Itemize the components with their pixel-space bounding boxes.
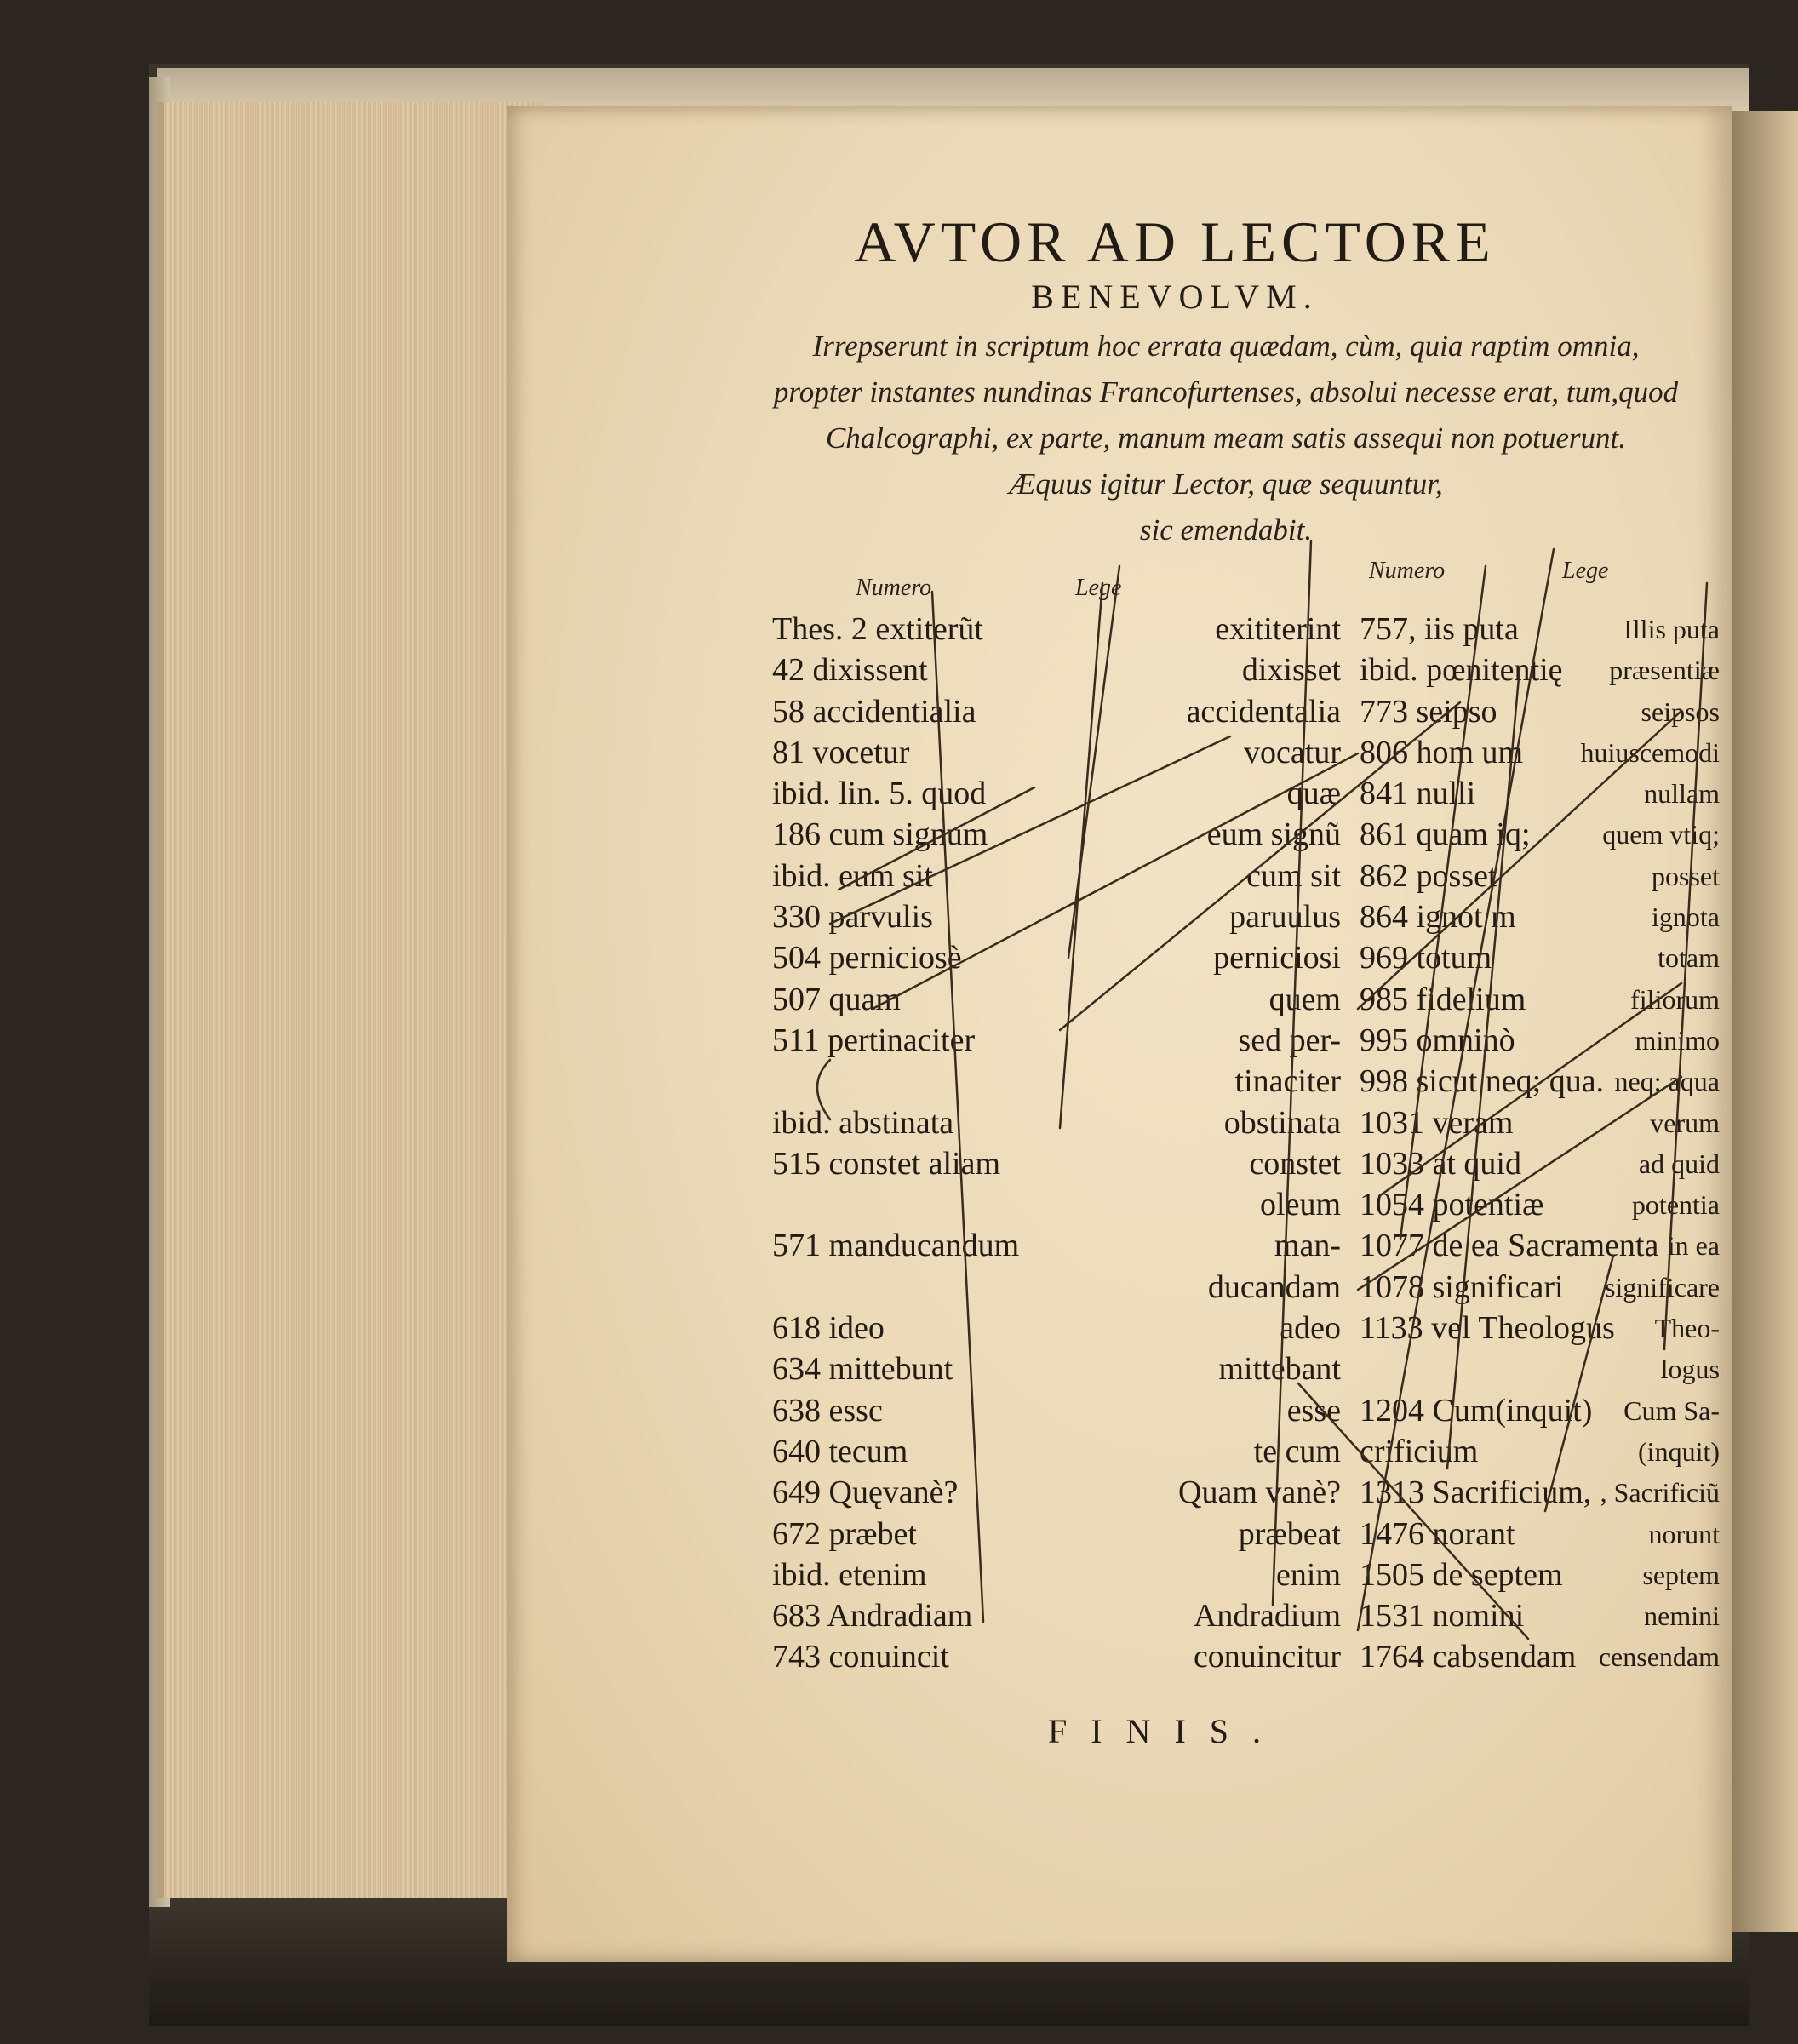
errata-entry: 995 omninò bbox=[1360, 1022, 1515, 1058]
errata-entry: Theo- bbox=[1654, 1313, 1720, 1344]
errata-entry: 58 accidentialia bbox=[772, 693, 976, 730]
errata-entry: neq; aqua bbox=[1614, 1066, 1720, 1097]
errata-entry: seipsos bbox=[1641, 696, 1720, 727]
errata-entry: posset bbox=[1652, 860, 1720, 891]
errata-entry: 1531 nomini bbox=[1360, 1598, 1525, 1635]
errata-entry: paruulus bbox=[1229, 899, 1341, 936]
errata-entry: ibid. abstinata bbox=[772, 1104, 954, 1141]
errata-entry: verum bbox=[1650, 1107, 1720, 1138]
errata-entry: eum signũ bbox=[1206, 816, 1341, 853]
errata-entry: ibid. eum sit bbox=[772, 857, 933, 894]
errata-entry: Quam vanè? bbox=[1178, 1474, 1341, 1511]
preface-line: Irrepserunt in scriptum hoc errata quædam, cùm, quia raptim omnia, bbox=[812, 329, 1640, 363]
errata-entry: 806 hom um bbox=[1360, 734, 1524, 770]
header-lege-left: Lege bbox=[1075, 575, 1122, 601]
errata-entry: 515 constet aliam bbox=[772, 1145, 1001, 1182]
errata-entry: 186 cum signum bbox=[772, 816, 988, 853]
errata-entry: totam bbox=[1658, 942, 1720, 974]
errata-entry: huiuscemodi bbox=[1580, 736, 1720, 768]
errata-entry: constet bbox=[1249, 1145, 1341, 1182]
header-numero-left: Numero bbox=[856, 575, 932, 601]
errata-entry: dixisset bbox=[1241, 652, 1341, 689]
errata-entry: 683 Andradiam bbox=[772, 1598, 973, 1635]
errata-entry: exititerint bbox=[1215, 611, 1341, 647]
preface-line: propter instantes nundinas Francofurtenses, absolui necesse erat, tum,quod bbox=[773, 375, 1679, 409]
errata-entry: crificium bbox=[1360, 1433, 1479, 1469]
errata-entry: logus bbox=[1660, 1354, 1720, 1385]
errata-entry: 511 pertinaciter bbox=[772, 1022, 976, 1058]
errata-entry: minimo bbox=[1635, 1024, 1720, 1056]
errata-entry: 864 ignot m bbox=[1360, 899, 1516, 936]
errata-entry: 1133 vel Theologus bbox=[1360, 1310, 1615, 1347]
errata-entry bbox=[772, 1061, 1019, 1102]
errata-entry: 862 posset bbox=[1360, 857, 1497, 894]
errata-entry: filiorum bbox=[1630, 983, 1720, 1015]
errata-entry: (inquit) bbox=[1638, 1435, 1720, 1467]
errata-entry: 1313 Sacrificium, bbox=[1360, 1474, 1592, 1511]
errata-entry: ducandam bbox=[1207, 1268, 1341, 1305]
errata-entry: 985 fidelium bbox=[1360, 981, 1526, 1017]
errata-entry: 42 dixissent bbox=[772, 652, 928, 689]
errata-entry: censendam bbox=[1598, 1641, 1720, 1673]
errata-entry: ibid. lin. 5. quod bbox=[772, 776, 987, 812]
errata-entry: 504 perniciosè bbox=[772, 940, 962, 976]
header-lege-right: Lege bbox=[1562, 558, 1609, 584]
errata-entry: præsentiæ bbox=[1609, 655, 1720, 686]
errata-entry: 571 manducandum bbox=[772, 1228, 1020, 1264]
errata-entry: tinaciter bbox=[1234, 1063, 1341, 1100]
adjacent-page-edge bbox=[1728, 111, 1798, 1932]
errata-entry: adeo bbox=[1280, 1310, 1341, 1347]
errata-entry: ignota bbox=[1652, 902, 1720, 933]
errata-entry: 640 tecum bbox=[772, 1433, 908, 1469]
errata-entry: enim bbox=[1276, 1556, 1341, 1593]
errata-entry: 1077 de ea Sacramenta bbox=[1360, 1228, 1659, 1264]
errata-entry: 638 essc bbox=[772, 1392, 883, 1429]
errata-entry: potentia bbox=[1631, 1189, 1720, 1221]
errata-entry: 507 quam bbox=[772, 981, 901, 1017]
errata-entry: , Sacrificiũ bbox=[1600, 1477, 1720, 1509]
errata-entry: 1078 significari bbox=[1360, 1268, 1564, 1305]
errata-entry: 1505 de septem bbox=[1360, 1556, 1563, 1593]
page-subtitle: BENEVOLVM. bbox=[1031, 278, 1319, 316]
errata-entry: sed per- bbox=[1238, 1022, 1341, 1058]
errata-entry: Illis puta bbox=[1623, 614, 1720, 644]
errata-entry: 1764 cabsendam bbox=[1360, 1639, 1577, 1675]
preface-paragraph bbox=[749, 323, 1703, 553]
errata-entry bbox=[772, 1184, 1019, 1225]
page-title: AVTOR AD LECTORE bbox=[854, 209, 1496, 274]
errata-entry: cum sit bbox=[1246, 857, 1341, 894]
preface-line: Chalcographi, ex parte, manum meam satis assequi non potuerunt. bbox=[825, 421, 1627, 455]
errata-entry bbox=[772, 1267, 1019, 1308]
errata-entry: Cum Sa- bbox=[1623, 1394, 1720, 1426]
errata-entry: 1031 veram bbox=[1360, 1104, 1514, 1141]
header-numero-right: Numero bbox=[1369, 558, 1446, 584]
errata-numero-left-column bbox=[772, 609, 1019, 1678]
errata-entry: nullam bbox=[1644, 778, 1720, 810]
errata-entry: nemini bbox=[1644, 1600, 1720, 1632]
errata-entry: ibid. etenim bbox=[772, 1556, 927, 1593]
errata-entry: 1054 potentiæ bbox=[1360, 1187, 1544, 1223]
errata-entry: esse bbox=[1286, 1392, 1341, 1429]
errata-entry: præbeat bbox=[1238, 1515, 1341, 1552]
errata-entry: quæ bbox=[1286, 776, 1341, 812]
errata-entry: ibid. pœnitentię bbox=[1360, 652, 1563, 689]
errata-entry: 841 nulli bbox=[1360, 776, 1476, 812]
errata-entry: 634 mittebunt bbox=[772, 1351, 953, 1388]
errata-entry: perniciosi bbox=[1213, 940, 1341, 976]
errata-entry: 1476 norant bbox=[1360, 1515, 1515, 1552]
finis-footer: FINIS. bbox=[1047, 1712, 1286, 1750]
errata-entry: 773 seipso bbox=[1360, 693, 1497, 730]
errata-entry: conuincitur bbox=[1193, 1639, 1341, 1675]
errata-entry: Andradium bbox=[1193, 1598, 1341, 1635]
errata-entry: 969 totum bbox=[1360, 940, 1492, 976]
errata-entry: 998 sicut neq; qua. bbox=[1360, 1063, 1605, 1100]
errata-entry: accidentalia bbox=[1186, 693, 1341, 730]
preface-line: Æquus igitur Lector, quæ sequuntur, bbox=[1009, 467, 1443, 501]
errata-entry: ad quid bbox=[1638, 1148, 1720, 1179]
errata-entry: 81 vocetur bbox=[772, 734, 910, 770]
errata-entry: Thes. 2 extiterũt bbox=[772, 611, 983, 647]
errata-entry: oleum bbox=[1260, 1187, 1341, 1223]
errata-entry: in ea bbox=[1667, 1230, 1720, 1262]
errata-entry: mittebant bbox=[1218, 1351, 1341, 1388]
errata-entry: 1033 at quid bbox=[1360, 1145, 1521, 1182]
preface-line: sic emendabit. bbox=[1139, 513, 1313, 547]
errata-entry: 757, iis puta bbox=[1360, 611, 1519, 647]
errata-entry: quem bbox=[1268, 981, 1341, 1017]
errata-lege-right-column bbox=[1545, 609, 1720, 1678]
errata-entry: quem vtiq; bbox=[1602, 819, 1720, 850]
errata-entry: septem bbox=[1642, 1559, 1720, 1590]
errata-entry: norunt bbox=[1648, 1518, 1720, 1549]
errata-entry: significare bbox=[1604, 1271, 1720, 1303]
errata-entry: 861 quam iq; bbox=[1360, 816, 1531, 853]
errata-entry: 672 præbet bbox=[772, 1515, 917, 1552]
book-page bbox=[507, 106, 1732, 1962]
errata-lege-left-column bbox=[1039, 609, 1341, 1678]
errata-entry: 618 ideo bbox=[772, 1310, 885, 1347]
errata-entry: te cum bbox=[1253, 1433, 1341, 1469]
errata-entry: 1204 Cum(inquit) bbox=[1360, 1392, 1593, 1429]
errata-entry: man- bbox=[1274, 1228, 1341, 1264]
errata-entry: vocatur bbox=[1244, 734, 1341, 770]
page-edges bbox=[157, 102, 547, 1898]
errata-entry: 649 Quęvanè? bbox=[772, 1474, 959, 1511]
errata-entry: obstinata bbox=[1223, 1104, 1341, 1141]
errata-entry: 743 conuincit bbox=[772, 1639, 949, 1675]
errata-entry: 330 parvulis bbox=[772, 899, 933, 936]
